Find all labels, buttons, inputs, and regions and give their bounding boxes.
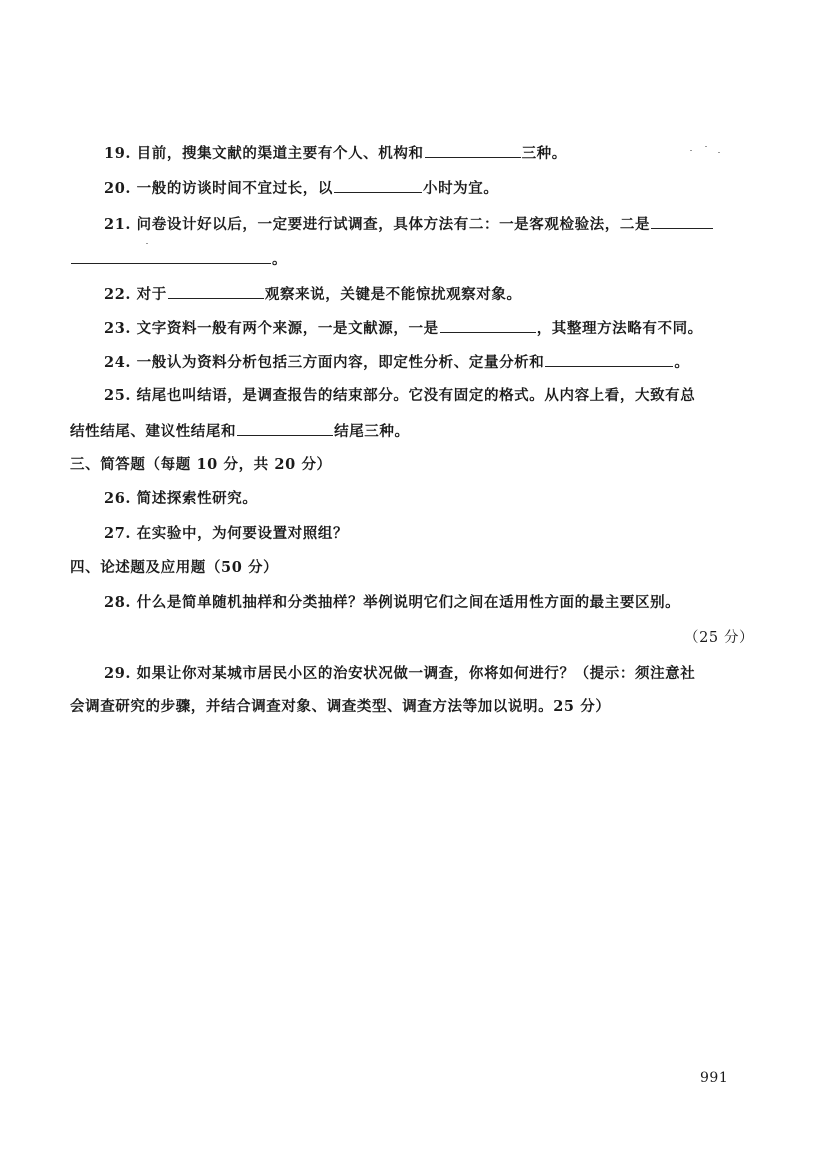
answer-blank[interactable] xyxy=(425,143,521,158)
question-26: 26. 简述探索性研究。 xyxy=(104,490,258,507)
answer-blank[interactable] xyxy=(440,318,536,333)
question-19-text: 19. 目前，搜集文献的渠道主要有个人、机构和 xyxy=(104,145,424,162)
question-24 xyxy=(104,352,689,373)
section-3-heading: 三、简答题（每题 10 分，共 20 分） xyxy=(70,456,332,473)
answer-blank[interactable] xyxy=(237,421,333,436)
question-27: 27. 在实验中，为何要设置对照组？ xyxy=(104,525,349,542)
question-21-text: 21. 问卷设计好以后，一定要进行试调查，具体方法有二：一是客观检验法，二是 xyxy=(104,216,651,233)
answer-blank[interactable] xyxy=(334,178,422,193)
scan-speck xyxy=(718,152,720,153)
question-22-tail: 观察来说，关键是不能惊扰观察对象。 xyxy=(264,286,522,303)
question-19-tail: 三种。 xyxy=(521,145,567,162)
question-24-tail: 。 xyxy=(674,354,690,371)
question-21-continued xyxy=(70,249,287,270)
question-21 xyxy=(104,214,714,235)
question-29-continued: 会调查研究的步骤，并结合调查对象、调查类型、调查方法等加以说明。25 分） xyxy=(70,698,611,715)
question-23-tail: ，其整理方法略有不同。 xyxy=(536,320,703,337)
scan-speck xyxy=(146,243,148,244)
question-25-continued xyxy=(70,421,410,442)
page-number: 991 xyxy=(700,1070,729,1086)
question-19 xyxy=(104,143,567,164)
question-23-text: 23. 文字资料一般有两个来源，一是文献源，一是 xyxy=(104,320,439,337)
section-4-heading: 四、论述题及应用题（50 分） xyxy=(70,559,279,576)
question-23 xyxy=(104,318,703,339)
answer-blank[interactable] xyxy=(168,284,264,299)
question-28: 28. 什么是简单随机抽样和分类抽样？举例说明它们之间在适用性方面的最主要区别。 xyxy=(104,594,681,611)
question-25-text-2: 结性结尾、建议性结尾和 xyxy=(70,423,237,440)
question-25-text: 25. 结尾也叫结语，是调查报告的结束部分。它没有固定的格式。从内容上看，大致有总 xyxy=(104,387,696,404)
answer-blank[interactable] xyxy=(71,249,271,264)
question-29: 29. 如果让你对某城市居民小区的治安状况做一调查，你将如何进行？（提示：须注意社 xyxy=(104,665,696,682)
question-25-tail: 结尾三种。 xyxy=(334,423,410,440)
question-22-text: 22. 对于 xyxy=(104,286,167,303)
question-20-text: 20. 一般的访谈时间不宜过长，以 xyxy=(104,180,333,197)
answer-blank[interactable] xyxy=(545,352,673,367)
question-20 xyxy=(104,178,498,199)
question-28-score: （25 分） xyxy=(684,630,755,646)
answer-blank[interactable] xyxy=(651,214,713,229)
question-20-tail: 小时为宜。 xyxy=(422,180,499,197)
question-21-tail: 。 xyxy=(272,251,288,268)
scan-speck xyxy=(690,150,692,151)
scan-speck xyxy=(705,146,707,147)
question-25 xyxy=(104,386,695,406)
question-22 xyxy=(104,284,522,305)
question-24-text: 24. 一般认为资料分析包括三方面内容，即定性分析、定量分析和 xyxy=(104,354,545,371)
